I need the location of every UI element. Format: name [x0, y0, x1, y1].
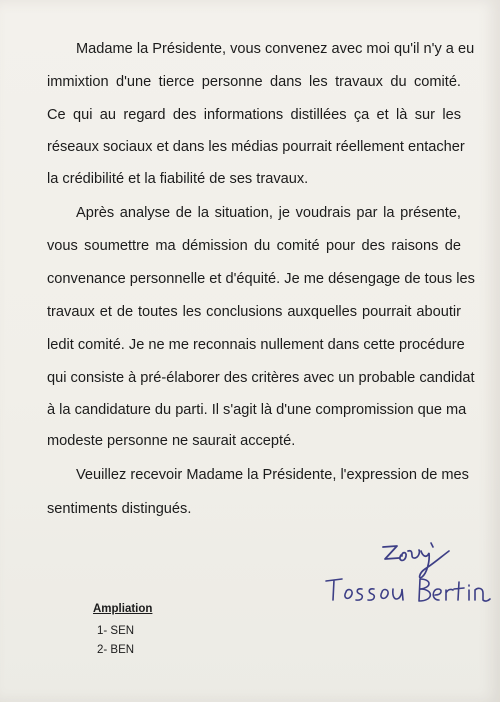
signature-name-icon: [322, 573, 492, 609]
paragraph-2-line-5: ledit comité. Je ne me reconnais nullement dans cette procédure: [47, 337, 465, 353]
paragraph-2-line-8: modeste personne ne saurait accepté.: [47, 433, 296, 449]
ampliation-item-1: 1- SEN: [97, 625, 135, 637]
paragraph-2-line-7: à la candidature du parti. Il s'agit là d'une compromission que ma: [47, 402, 467, 418]
paragraph-2-line-2: vous soumettre ma démission du comité pour des raisons de: [47, 238, 461, 254]
paragraph-1-line-3: Ce qui au regard des informations distillées ça et là sur les: [47, 107, 461, 123]
paragraph-1-line-2: immixtion d'une tierce personne dans les travaux du comité.: [47, 74, 461, 90]
paragraph-2-line-4: travaux et de toutes les conclusions auxquelles pourrait aboutir: [47, 304, 461, 320]
ampliation-item-2: 2- BEN: [97, 644, 135, 656]
paragraph-2-line-6: qui consiste à pré-élaborer des critères avec un probable candidat: [47, 370, 475, 386]
paragraph-1-line-4: réseaux sociaux et dans les médias pourrait réellement entacher: [47, 139, 465, 155]
ampliation-title: Ampliation: [93, 603, 153, 615]
closing-line-2: sentiments distingués.: [47, 501, 192, 517]
closing-line-1: Veuillez recevoir Madame la Présidente, l'expression de mes: [76, 467, 469, 483]
paragraph-2-line-1: Après analyse de la situation, je voudrais par la présente,: [76, 205, 461, 221]
paragraph-1-line-5: la crédibilité et la fiabilité de ses travaux.: [47, 171, 309, 187]
paragraph-2-line-3: convenance personnelle et d'équité. Je me désengage de tous les: [47, 271, 475, 287]
paragraph-1-line-1: Madame la Présidente, vous convenez avec moi qu'il n'y a eu: [76, 41, 475, 57]
